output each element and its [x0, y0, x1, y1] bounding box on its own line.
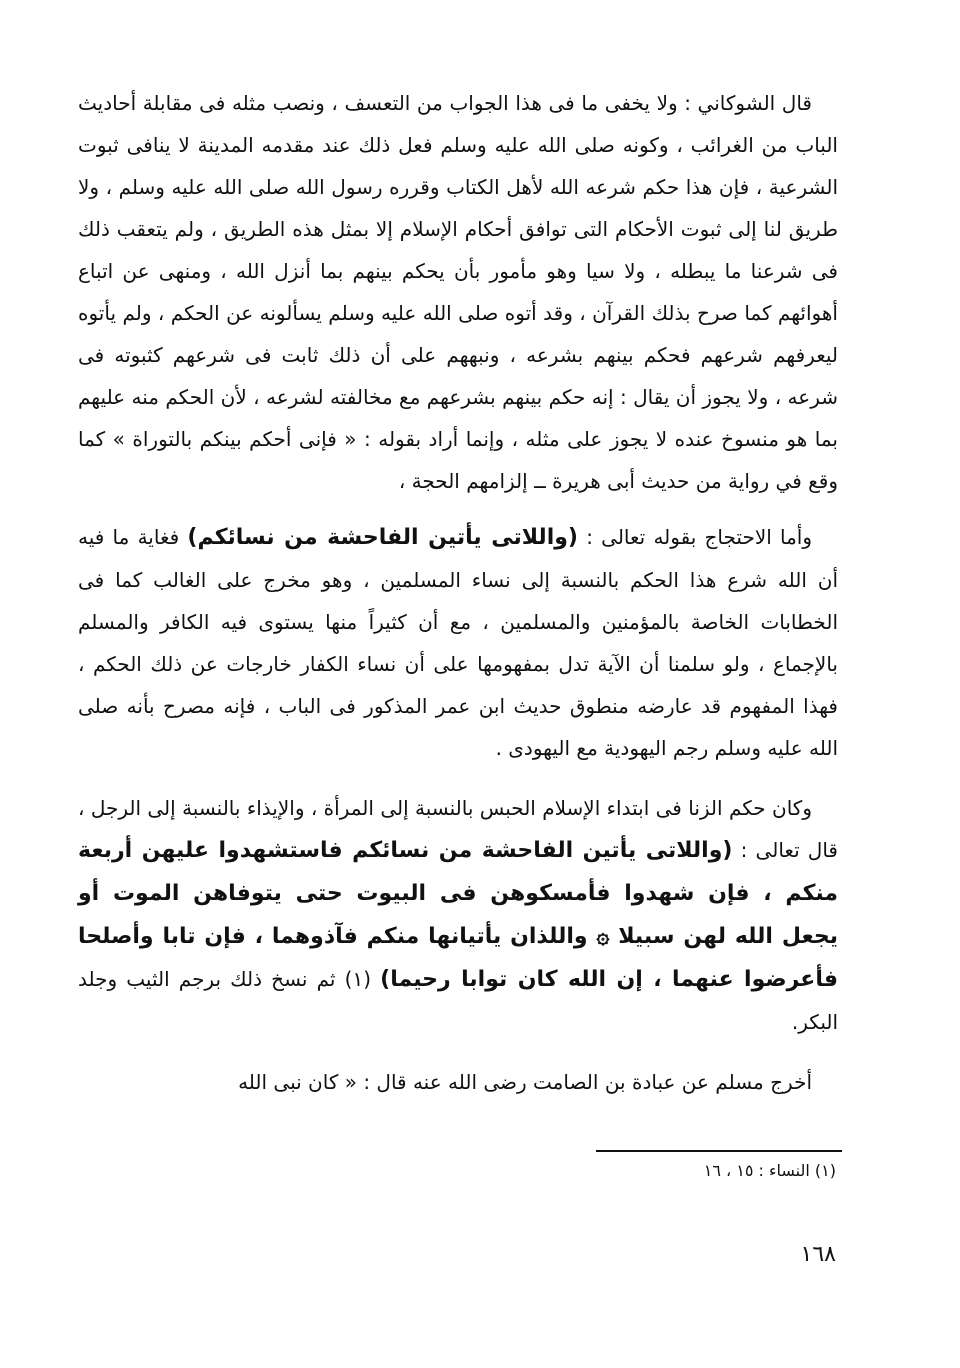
paragraph-text: أخرج مسلم عن عبادة بن الصامت رضى الله عنه قال : « كان نبى الله [238, 1070, 812, 1094]
paragraph-text-before: وأما الاحتجاج بقوله تعالى : [586, 525, 813, 549]
paragraph-text-after: فغاية ما فيه أن الله شرع هذا الحكم بالنسبة إلى نساء المسلمين ، وهو مخرج على الغالب كما فى الخطابات الخاصة بالمؤمنين والمسلمين ، مع أن كثيراً منها يستوى فيه الكافر والمسلم بالإجماع ، ولو سلمنا أن الآية تدل بمفهومها على أن نساء الكفار خارجات عن ذلك الحكم ، فهذا المفهوم قد عارضه منطوق حديث ابن عمر المذكور فى الباب ، فإنه مصرح بأنه صلى الله عليه وسلم رجم اليهودية مع اليهودى . [78, 525, 838, 760]
paragraph-muslim [78, 1061, 838, 1103]
paragraph-hukm-zina [78, 787, 838, 1043]
body-text [78, 82, 838, 1103]
footnote-divider [596, 1150, 842, 1152]
paragraph-ihtijaj [78, 516, 838, 769]
paragraph-text-after: ثم نسخ ذلك برجم الثيب وجلد البكر. [78, 967, 838, 1034]
paragraph-text: قال الشوكاني : ولا يخفى ما فى هذا الجواب من التعسف ، ونصب مثله فى مقابلة أحاديث الباب من الغرائب ، وكونه صلى الله عليه وسلم فعل ذلك عند مقدمه المدينة لا ينافى ثبوت الشرعية ، فإن هذا حكم شرعه الله لأهل الكتاب وقرره رسول الله صلى الله عليه وسلم ، ولا طريق لنا إلى ثبوت الأحكام التى توافق أحكام الإسلام إلا بمثل هذه الطريق ، ولم يتعقب ذلك فى شرعنا ما يبطله ، ولا سيا وهو مأمور بأن يحكم بينهم بما أنزل الله ، ومنهى عن اتباع أهوائهم كما صرح بذلك القرآن ، وقد أتوه صلى الله عليه وسلم يسألونه عن الحكم ، ولم يأتوه ليعرفهم شرعهم فحكم بينهم بشرعه ، ونبههم على أن ذلك ثابت فى شرعهم كثبوته فى شرعه ، ولا يجوز أن يقال : إنه حكم بينهم بشرعهم مع مخالفته لشرعه ، لأن الحكم منه عليهم بما هو منسوخ عنده لا يجوز على مثله ، وإنما أراد بقوله : « فإنى أحكم بينكم بالتوراة » كما وقع في رواية من حديث أبى هريرة ــ إلزامهم الحجة ، [78, 91, 838, 493]
paragraph-text-before: وكان حكم الزنا فى ابتداء الإسلام الحبس بالنسبة إلى المرأة ، والإيذاء بالنسبة إلى الرجل ، قال تعالى : [78, 796, 838, 862]
quran-verse: (واللاتى يأتين الفاحشة من نسائكم) [187, 525, 578, 550]
footnote-ref: (١) [344, 967, 371, 991]
page-number: ١٦٨ [800, 1242, 836, 1267]
footnote: (١) النساء : ١٥ ، ١٦ [703, 1161, 836, 1180]
quran-verse: (واللاتى يأتين الفاحشة من نسائكم فاستشهدوا عليهن أربعة منكم ، فإن شهدوا فأمسكوهن فى البيوت حتى يتوفاهن الموت أو يجعل الله لهن سبيلا ۞ واللذان يأتيانها منكم فآذوهما ، فإن تابا وأصلحا فأعرضوا عنهما ، إن الله كان توابا رحيما) [78, 838, 838, 992]
paragraph-shawkani [78, 82, 838, 502]
